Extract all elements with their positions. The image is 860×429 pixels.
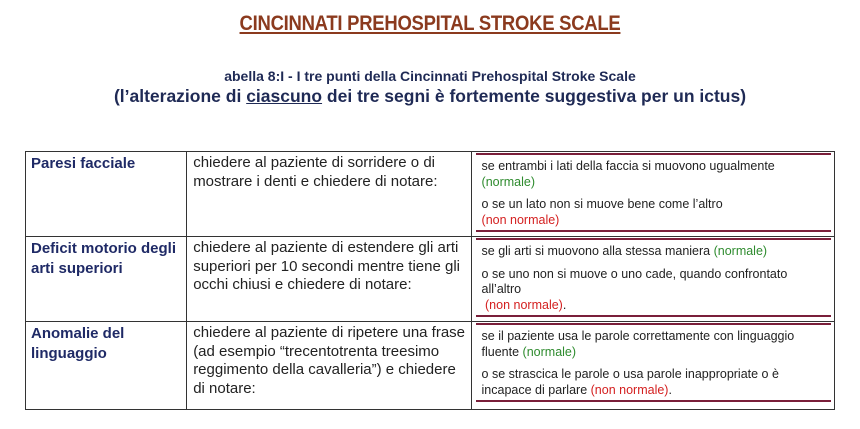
instruction-text: chiedere al paziente di estendere gli arti superiori per 10 secondi mentre tiene gli occhi chiusi e chiedere di notare: bbox=[193, 239, 461, 293]
normal-text: se gli arti si muovono alla stessa maniera bbox=[481, 244, 711, 258]
abnormal-result: o se uno non si muove o uno cade, quando confrontato all’altro (non normale). bbox=[481, 266, 788, 312]
result-cell bbox=[471, 322, 834, 410]
instruction-text: chiedere al paziente di sorridere o di mostrare i denti e chiedere di notare: bbox=[193, 154, 438, 190]
result-box bbox=[476, 238, 831, 317]
criterion-label: Deficit motorio degli arti superiori bbox=[31, 240, 177, 277]
normal-result bbox=[482, 244, 827, 260]
instruction-cell bbox=[187, 152, 471, 237]
criterion-cell bbox=[26, 322, 187, 410]
caption-note bbox=[0, 86, 860, 107]
abnormal-text: o se uno non si muove o uno cade, quando confrontato all’altro bbox=[481, 266, 788, 296]
normal-text: se il paziente usa le parole correttamente con linguaggio fluente bbox=[481, 329, 795, 359]
normal-result bbox=[482, 329, 827, 360]
note-text-before: (l’alterazione di bbox=[113, 86, 247, 106]
table-row bbox=[26, 322, 835, 410]
result-cell bbox=[471, 152, 834, 237]
criterion-label: Anomalie del linguaggio bbox=[31, 325, 125, 362]
normal-label: (normale) bbox=[522, 344, 577, 359]
abnormal-result bbox=[482, 197, 827, 228]
note-text-after: dei tre segni è fortemente suggestiva per un ictus) bbox=[322, 86, 747, 106]
normal-label: (normale) bbox=[481, 174, 536, 189]
abnormal-label: (non normale) bbox=[485, 297, 563, 312]
normal-result bbox=[482, 159, 827, 190]
table-row bbox=[26, 152, 835, 237]
abnormal-label: (non normale) bbox=[481, 212, 560, 227]
criterion-cell bbox=[26, 152, 187, 237]
instruction-cell bbox=[187, 322, 471, 410]
result-box bbox=[476, 323, 831, 402]
criterion-label: Paresi facciale bbox=[31, 155, 136, 172]
abnormal-text: o se strascica le parole o usa parole inappropriate o è incapace di parlare bbox=[481, 367, 779, 397]
instruction-text: chiedere al paziente di ripetere una frase (ad esempio “trecentotrenta treesimo reggimento della cavalleria”) e chiedere di notare: bbox=[193, 324, 466, 397]
stroke-scale-table bbox=[25, 151, 835, 410]
abnormal-label: (non normale) bbox=[590, 382, 669, 397]
result-cell bbox=[471, 237, 834, 322]
result-box bbox=[476, 153, 831, 232]
table-caption: abella 8:I - I tre punti della Cincinnati Prehospital Stroke Scale bbox=[224, 68, 636, 84]
instruction-cell bbox=[187, 237, 471, 322]
abnormal-result: o se strascica le parole o usa parole inappropriate o è incapace di parlare (non normale). bbox=[481, 367, 779, 397]
document-title: CINCINNATI PREHOSPITAL STROKE SCALE bbox=[239, 12, 621, 35]
table-row bbox=[26, 237, 835, 322]
criterion-cell bbox=[26, 237, 187, 322]
note-emphasis: ciascuno bbox=[246, 86, 323, 106]
abnormal-text: o se un lato non si muove bene come l’altro bbox=[481, 197, 723, 211]
normal-text: se entrambi i lati della faccia si muovono ugualmente bbox=[481, 159, 775, 173]
normal-label: (normale) bbox=[713, 244, 768, 258]
